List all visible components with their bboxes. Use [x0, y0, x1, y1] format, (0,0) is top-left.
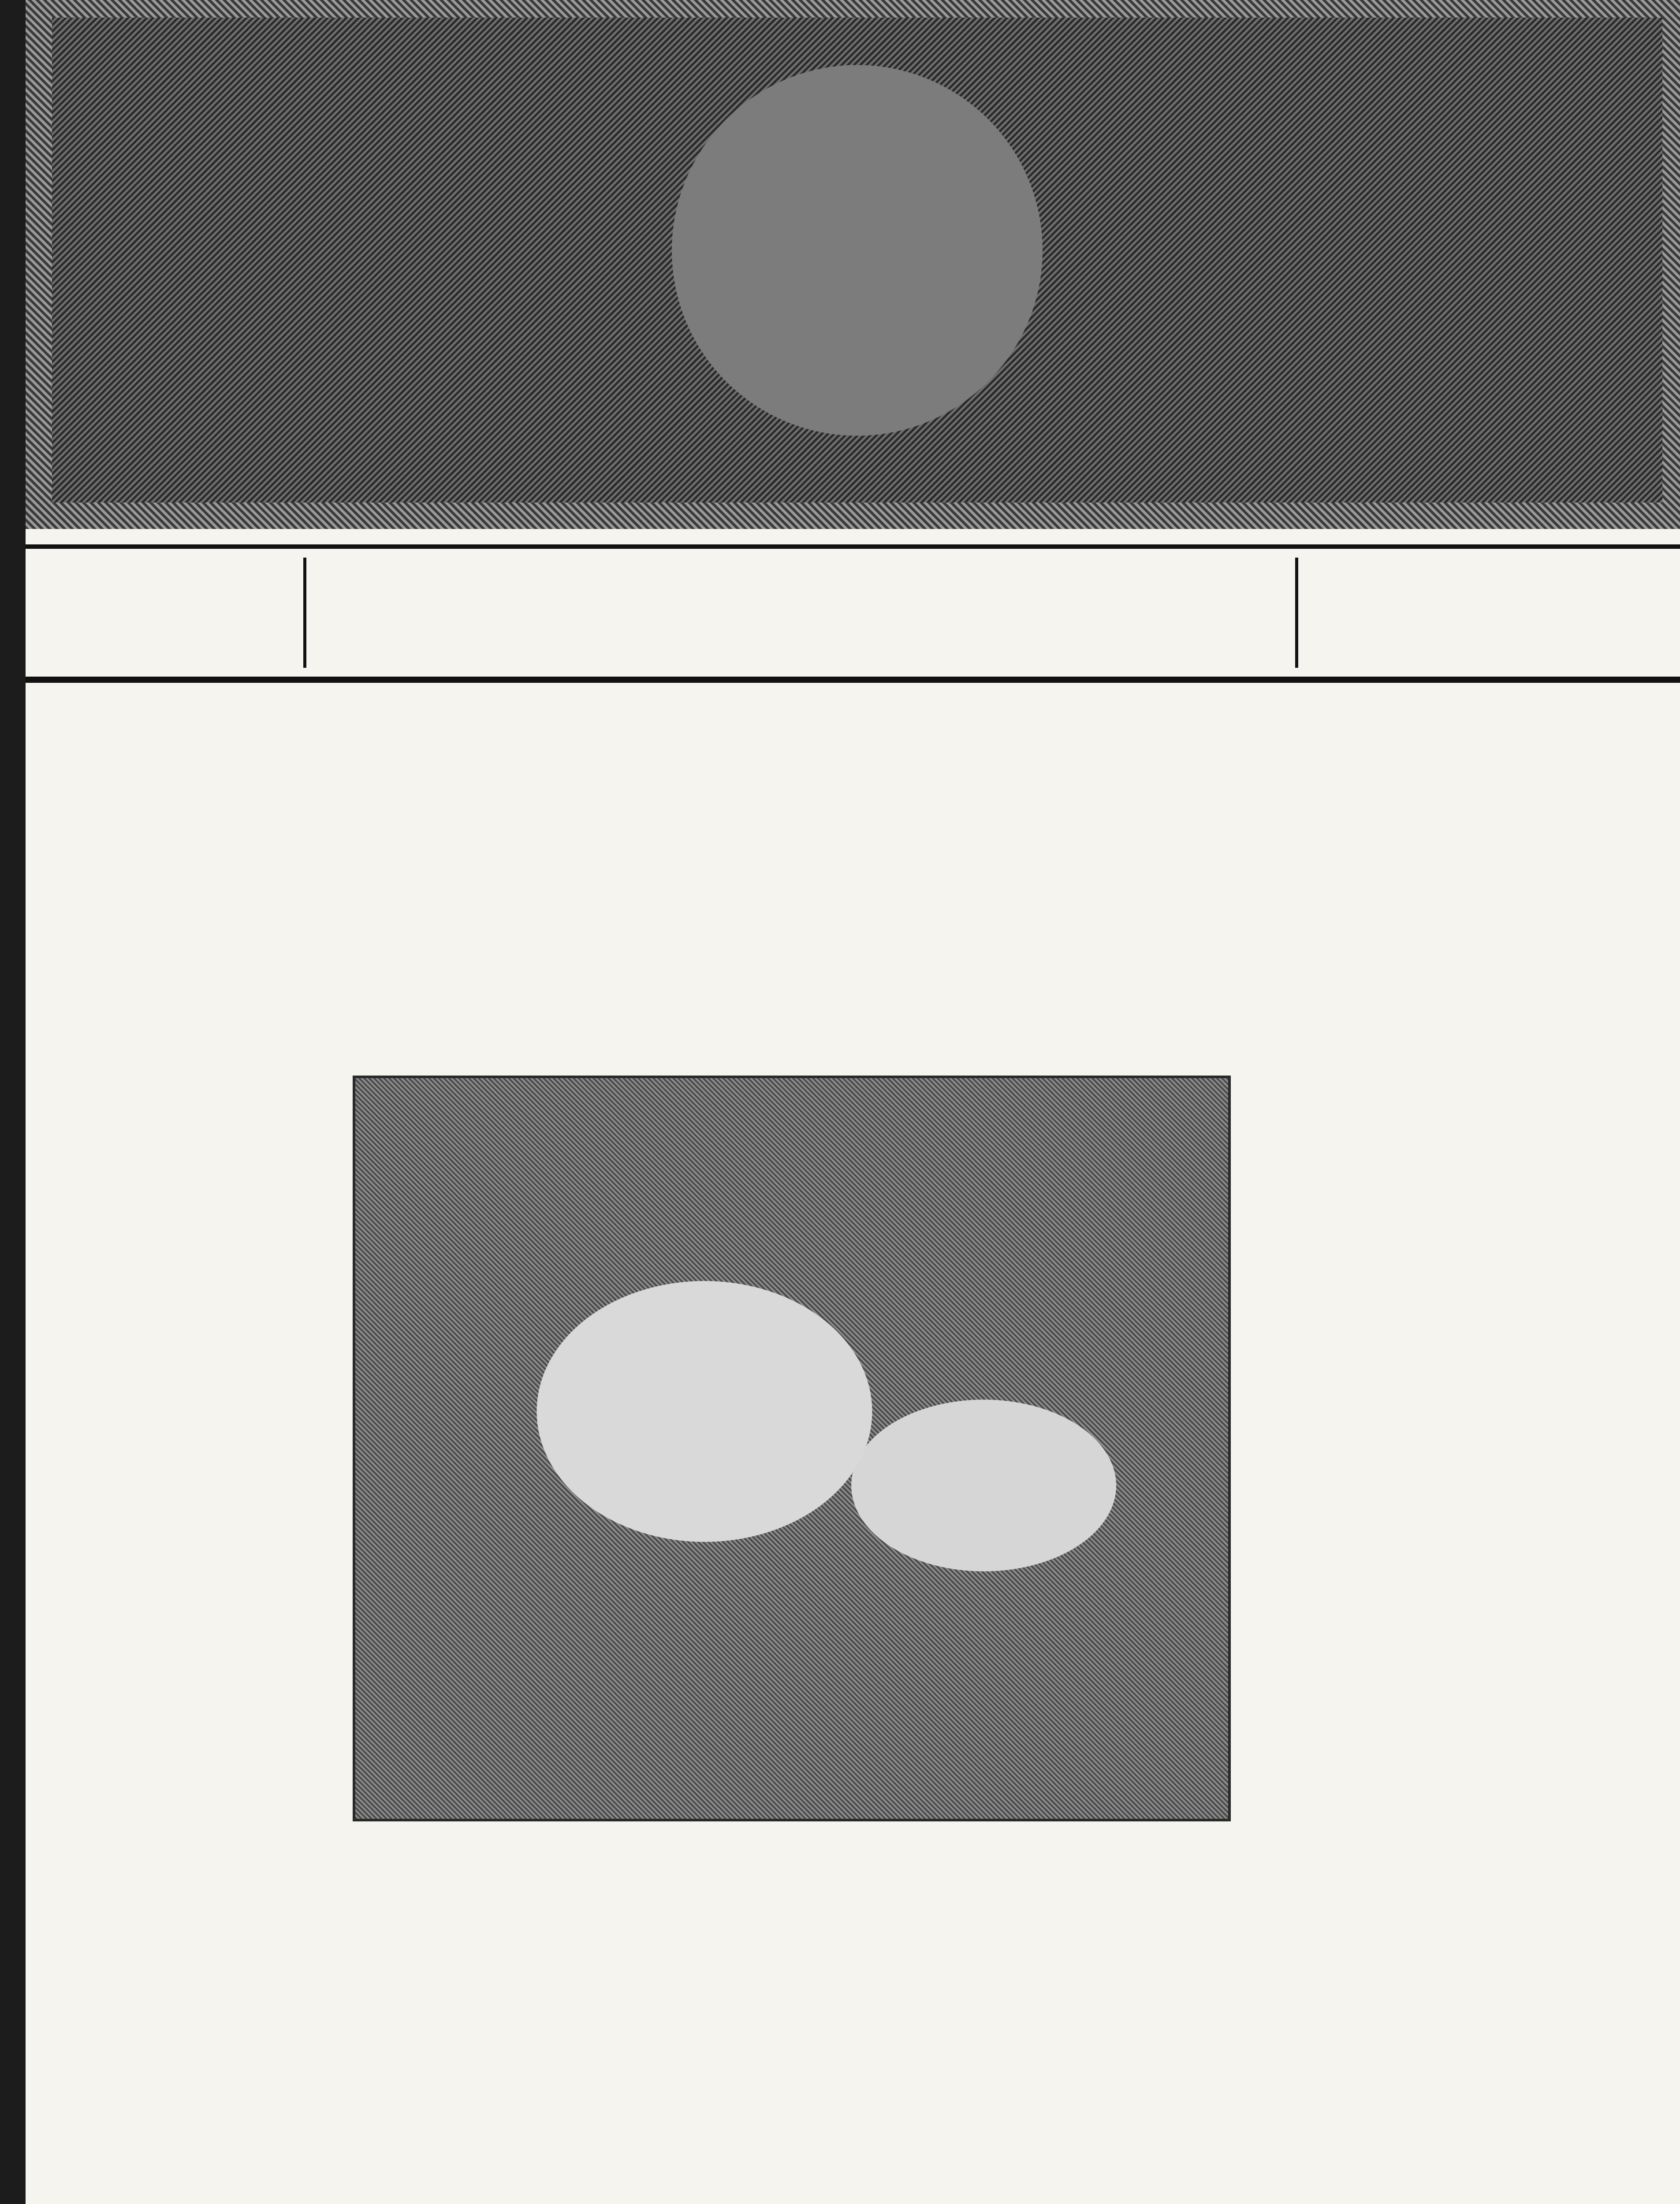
info-divider — [303, 558, 306, 668]
info-bar — [26, 544, 1680, 683]
group-photo — [353, 1076, 1231, 1821]
info-divider — [1295, 558, 1298, 668]
page-edge — [0, 0, 26, 2204]
article-top-right — [820, 727, 1649, 1080]
article-bottom-right — [820, 1904, 1649, 2186]
masthead — [26, 0, 1680, 529]
article-side-right — [1252, 1084, 1649, 1895]
article-side-left — [26, 1014, 335, 1829]
article-top-left — [26, 727, 802, 1009]
masthead-emblem — [52, 18, 1662, 503]
article-bottom-left — [26, 1843, 802, 2186]
